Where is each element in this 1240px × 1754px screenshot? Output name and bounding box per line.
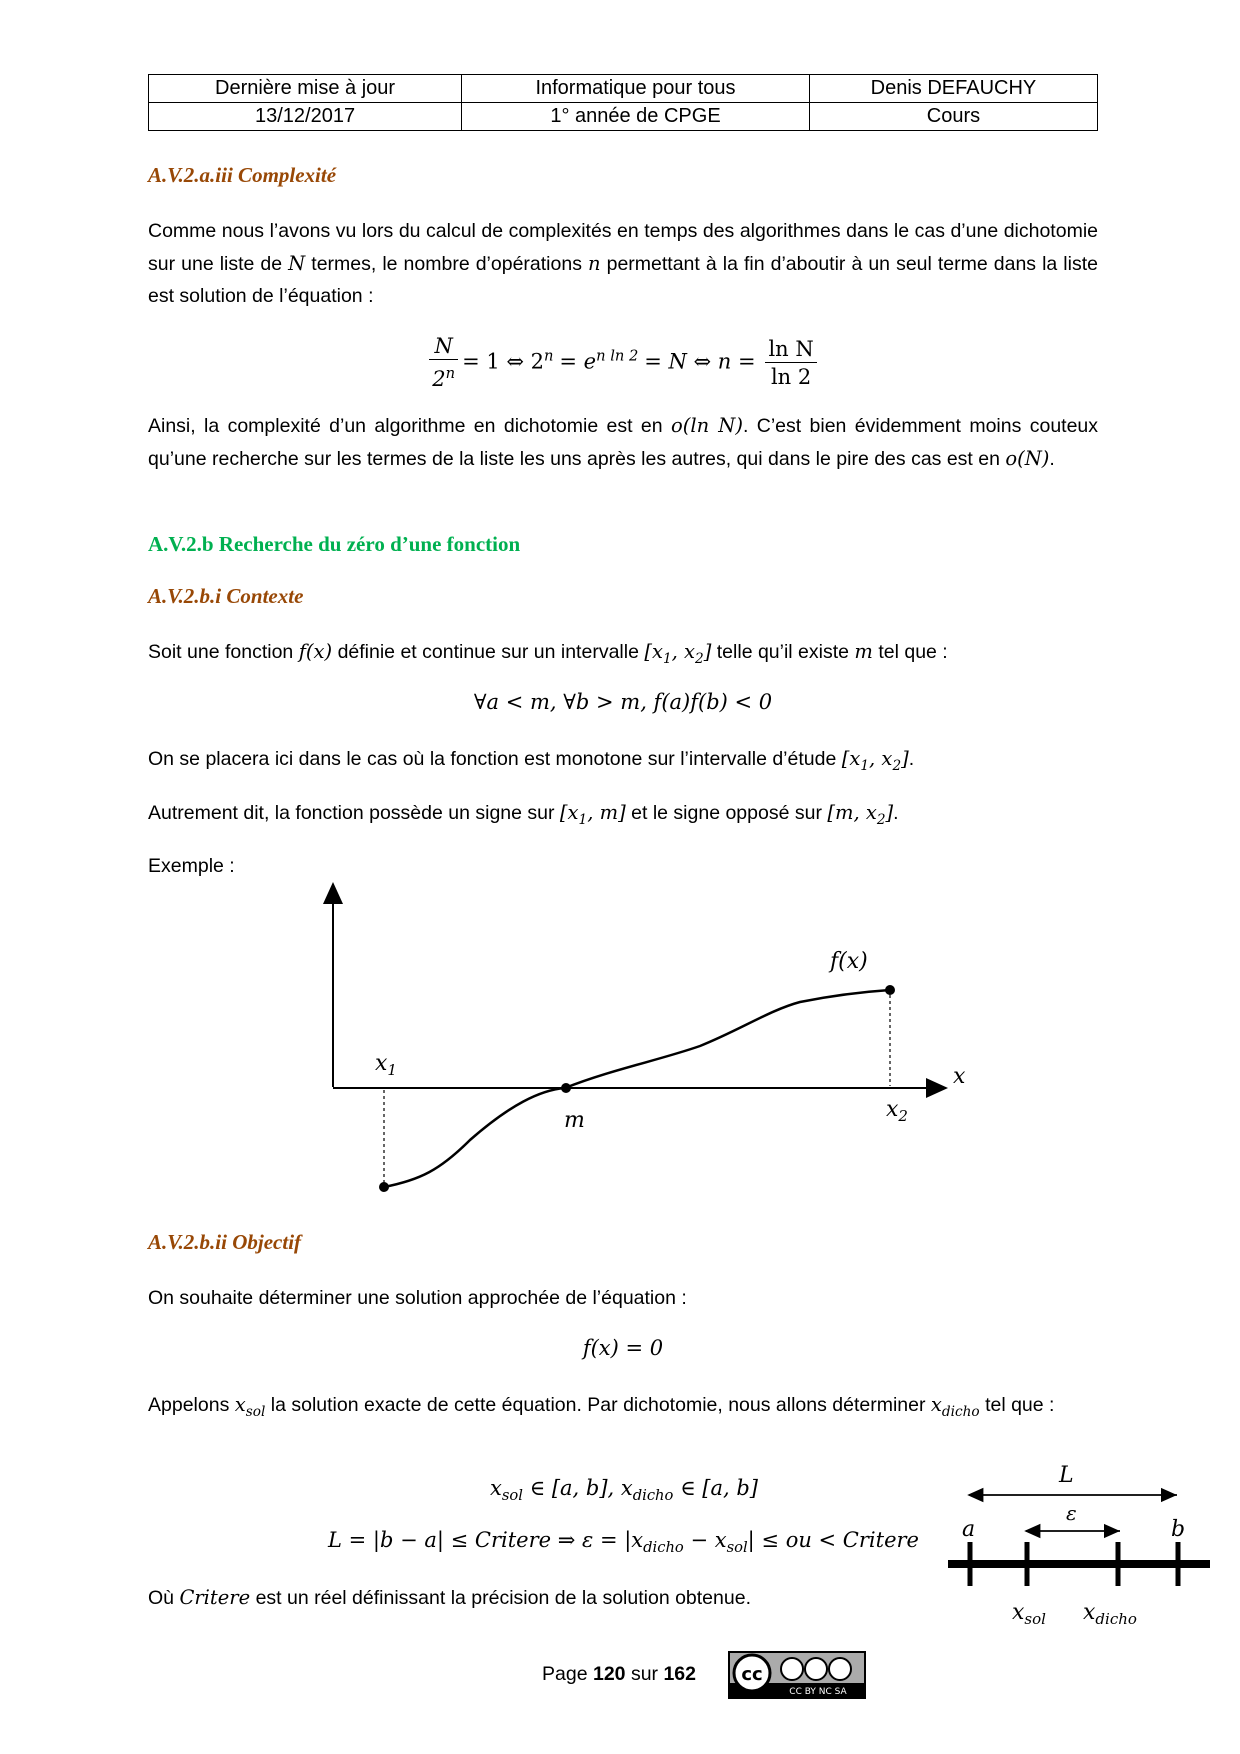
point-x2 [885,985,895,995]
interval-diagram [940,1450,1220,1630]
label-xdicho: $x_{dicho}$ [1083,1600,1137,1628]
paragraph-complexite-conclusion: Ainsi, la complexité d’un algorithme en dichotomie est en o(ln N). C’est bien évidemment moins couteux qu’une recherche sur les termes de la liste les uns après les autres, qui dans le pire des cas est en o(N). [148,414,1099,470]
heading-contexte: A.V.2.b.i Contexte [148,584,304,608]
point-x1 [379,1182,389,1192]
equation-fx-zero: f(x) = 0 [582,1336,664,1360]
header-table [148,74,1098,131]
paragraph-complexite-intro: Comme nous l’avons vu lors du calcul de complexités en temps des algorithmes dans le cas d’une dichotomie sur une liste de N termes, le nombre d’opérations n permettant à la fin d’aboutir à un seul terme dans la liste est solution de l’équation : [148,220,1098,307]
header-author: Denis DEFAUCHY [809,75,1097,103]
header-year: 1° année de CPGE [462,103,810,131]
equation-criterion: L = |b − a| ≤ Critere ⇒ $\varepsilon = |x_{dicho} - x_{sol}|$ ≤ ou < Critere [328,1528,919,1557]
label-exemple: Exemple : [148,855,235,877]
heading-recherche-zero: A.V.2.b Recherche du zéro d’une fonction [148,532,521,556]
paragraph-objectif: On souhaite déterminer une solution approchée de l’équation : [148,1287,687,1309]
label-L: L [1059,1463,1074,1488]
point-m [561,1083,571,1093]
header-course-title: Informatique pour tous [462,75,810,103]
label-a: a [962,1517,976,1542]
label-b: b [1171,1517,1186,1542]
paragraph-signe: Autrement dit, la fonction possède un signe sur [$x_1$, m] et le signe opposé sur [m, $x_2$]. [148,801,899,828]
heading-objectif: A.V.2.b.ii Objectif [148,1230,302,1254]
equation-sign-condition: ∀a < m, ∀b > m, f(a)f(b) < 0 [473,690,773,714]
header-date: 13/12/2017 [149,103,462,131]
label-x2: $x_2$ [886,1097,908,1125]
paragraph-contexte-def: Soit une fonction f(x) définie et continue sur un intervalle [$x_1$, $x_2$] telle qu’il existe m tel que : [148,640,948,667]
paragraph-monotone: On se placera ici dans le cas où la fonction est monotone sur l’intervalle d’étude [$x_1$, $x_2$]. [148,747,915,774]
label-fx: f(x) [830,949,868,974]
equation-membership: $x_{sol}$ ∈ [a, b], $x_{dicho}$ ∈ [a, b] [490,1476,758,1505]
label-xsol: $x_{sol}$ [1012,1600,1046,1628]
label-x-axis: x [953,1064,966,1089]
cc-license-logo [728,1651,866,1699]
label-x1: $x_1$ [375,1051,397,1079]
heading-complexite: A.V.2.a.iii Complexité [148,163,337,187]
label-m: m [564,1108,585,1133]
equation-complexity: $\frac{N}{2^n}$ = 1 ⇔ $2^n = e^{n ln 2} = N$ ⇔ n = $\frac{\text{ln N}}{\ln 2}$ [148,333,1098,393]
header-doc-type: Cours [809,103,1097,131]
svg-text:CC BY NC SA: CC BY NC SA [789,1687,847,1697]
header-update-label: Dernière mise à jour [149,75,462,103]
cc-badge-icon [730,1653,864,1697]
function-graph [300,880,980,1200]
page-footer: Page 120 sur 162 [542,1663,696,1685]
label-epsilon: ε [1066,1501,1077,1525]
svg-text:cc: cc [741,1664,763,1685]
paragraph-xsol-xdicho: Appelons $x_{sol}$ la solution exacte de cette équation. Par dichotomie, nous allons déterminer $x_{dicho}$ tel que : [148,1393,1055,1420]
paragraph-critere: Où Critere est un réel définissant la précision de la solution obtenue. [148,1586,751,1609]
